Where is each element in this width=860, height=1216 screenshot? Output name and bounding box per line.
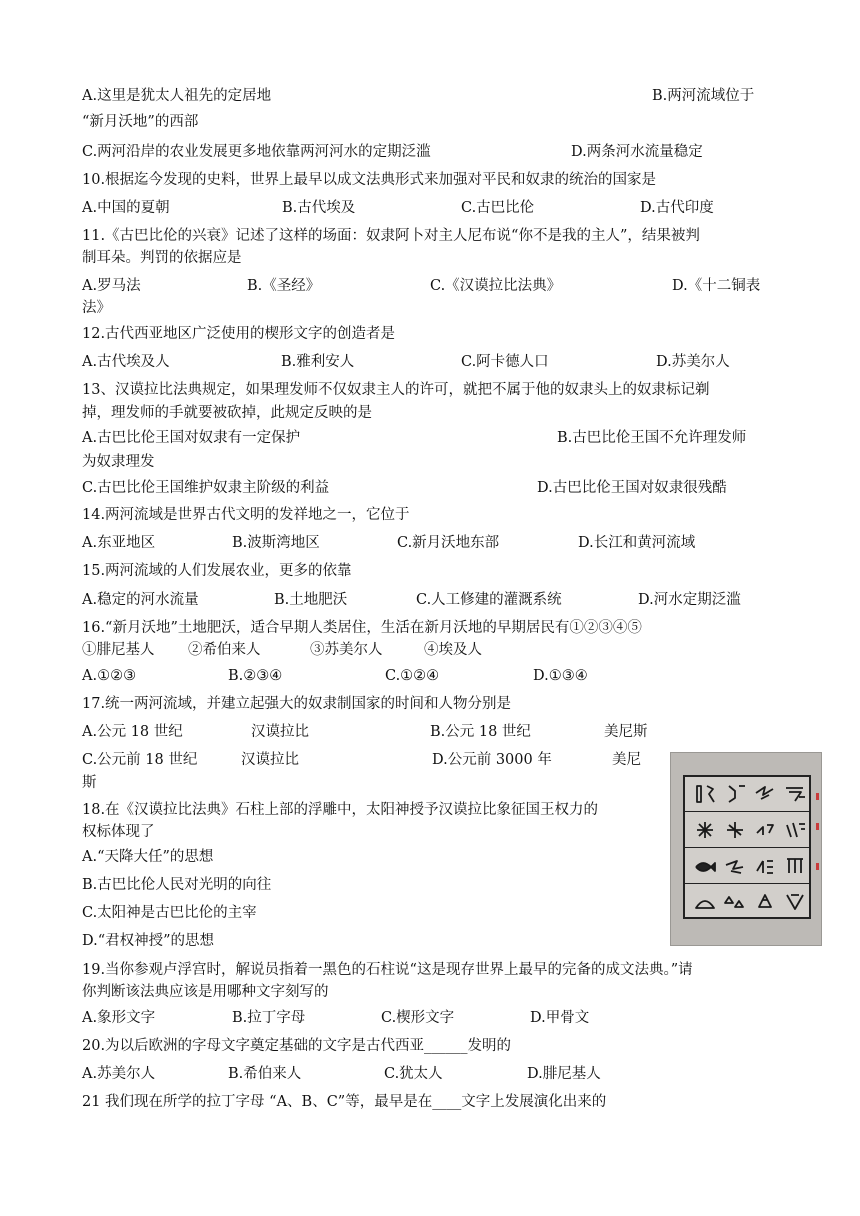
- cuneiform-glyph-icon: [691, 783, 719, 805]
- q16-option-b: B.②③④: [228, 668, 283, 684]
- option-a: A.这里是犹太人祖先的定居地: [82, 88, 272, 104]
- q13-option-b-continued: 为奴隶理发: [82, 454, 155, 470]
- cuneiform-glyph-icon: [781, 855, 809, 877]
- q19-option-a: A.象形文字: [82, 1010, 156, 1026]
- question-17: 17.统一两河流域，并建立起强大的奴隶制国家的时间和人物分别是: [82, 696, 512, 712]
- q18-option-c: C.太阳神是古巴比伦的主宰: [82, 905, 257, 921]
- red-mark-icon: [816, 793, 819, 800]
- q17-option-c-person: 汉谟拉比: [241, 752, 299, 768]
- q16-statement-1: ①腓尼基人: [82, 642, 155, 658]
- cuneiform-glyph-icon: [751, 819, 779, 841]
- question-13: 13、汉谟拉比法典规定，如果理发师不仅奴隶主人的许可，就把不属于他的奴隶头上的奴隶标记剃: [82, 382, 710, 398]
- q17-option-c-time: C.公元前 18 世纪: [82, 752, 198, 768]
- q12-option-c: C.阿卡德人口: [461, 354, 549, 370]
- q13-option-d: D.古巴比伦王国对奴隶很残酷: [537, 480, 727, 496]
- q19-option-b: B.拉丁字母: [232, 1010, 306, 1026]
- cuneiform-glyph-icon: [721, 891, 749, 913]
- question-11: 11.《古巴比伦的兴衰》记述了这样的场面：奴隶阿卜对主人尼布说“你不是我的主人”，结果被判: [82, 228, 700, 244]
- q15-option-b: B.土地肥沃: [274, 592, 348, 608]
- option-c: C.两河沿岸的农业发展更多地依靠两河河水的定期泛滥: [82, 144, 431, 160]
- table-row: [685, 777, 809, 812]
- red-mark-icon: [816, 863, 819, 870]
- question-12: 12.古代西亚地区广泛使用的楔形文字的创造者是: [82, 326, 396, 342]
- table-row: [685, 813, 809, 848]
- q17-option-a-person: 汉谟拉比: [251, 724, 309, 740]
- q19-option-d: D.甲骨文: [530, 1010, 590, 1026]
- q19-option-c: C.楔形文字: [381, 1010, 455, 1026]
- cuneiform-glyph-icon: [751, 891, 779, 913]
- q17-option-d-person-continued: 斯: [82, 775, 97, 791]
- q16-statement-3: ③苏美尔人: [310, 642, 383, 658]
- q17-option-b-person: 美尼斯: [604, 724, 648, 740]
- question-10: 10.根据迄今发现的史料，世界上最早以成文法典形式来加强对平民和奴隶的统治的国家是: [82, 172, 657, 188]
- q11-option-d: D.《十二铜表: [672, 278, 761, 294]
- q17-option-d-person: 美尼: [612, 752, 641, 768]
- question-19: 19.当你参观卢浮宫时，解说员指着一黑色的石柱说“这是现存世界上最早的完备的成文法典。”请: [82, 962, 693, 978]
- q18-option-a: A.“天降大任”的思想: [82, 849, 214, 865]
- q20-option-d: D.腓尼基人: [527, 1066, 601, 1082]
- question-16: 16.“新月沃地”土地肥沃，适合早期人类居住，生活在新月沃地的早期居民有①②③④⑤: [82, 620, 642, 636]
- cuneiform-evolution-photo: [670, 752, 822, 946]
- q14-option-a: A.东亚地区: [82, 535, 156, 551]
- q16-option-c: C.①②④: [385, 668, 440, 684]
- q10-option-d: D.古代印度: [640, 200, 714, 216]
- cuneiform-glyph-icon: [691, 891, 719, 913]
- cuneiform-glyph-icon: [781, 783, 809, 805]
- question-18-continued: 权标体现了: [82, 824, 155, 840]
- question-14: 14.两河流域是世界古代文明的发祥地之一，它位于: [82, 507, 410, 523]
- cuneiform-table: [683, 775, 811, 919]
- q18-option-b: B.古巴比伦人民对光明的向往: [82, 877, 272, 893]
- q12-option-a: A.古代埃及人: [82, 354, 170, 370]
- cuneiform-glyph-icon: [721, 855, 749, 877]
- q20-option-a: A.苏美尔人: [82, 1066, 156, 1082]
- q15-option-d: D.河水定期泛滥: [638, 592, 741, 608]
- red-mark-icon: [816, 823, 819, 830]
- q14-option-d: D.长江和黄河流域: [578, 535, 696, 551]
- option-b-continued: “新月沃地”的西部: [82, 114, 199, 130]
- table-row: [685, 849, 809, 884]
- q13-option-b: B.古巴比伦王国不允许理发师: [557, 430, 747, 446]
- cuneiform-glyph-icon: [781, 819, 809, 841]
- q20-option-c: C.犹太人: [384, 1066, 443, 1082]
- q15-option-a: A.稳定的河水流量: [82, 592, 199, 608]
- cuneiform-glyph-icon: [721, 819, 749, 841]
- q10-option-a: A.中国的夏朝: [82, 200, 170, 216]
- cuneiform-glyph-icon: [721, 783, 749, 805]
- question-18: 18.在《汉谟拉比法典》石柱上部的浮雕中，太阳神授予汉谟拉比象征国王权力的: [82, 802, 599, 818]
- question-13-continued: 掉，理发师的手就要被砍掉，此规定反映的是: [82, 405, 372, 421]
- q18-option-d: D.“君权神授”的思想: [82, 933, 215, 949]
- question-11-continued: 制耳朵。判罚的依据应是: [82, 250, 242, 266]
- q13-option-c: C.古巴比伦王国维护奴隶主阶级的利益: [82, 480, 330, 496]
- q16-statement-2: ②希伯来人: [188, 642, 261, 658]
- q17-option-b-time: B.公元 18 世纪: [430, 724, 531, 740]
- cuneiform-glyph-icon: [781, 891, 809, 913]
- q17-option-a-time: A.公元 18 世纪: [82, 724, 183, 740]
- q11-option-d-continued: 法》: [82, 300, 111, 316]
- cuneiform-glyph-icon: [691, 819, 719, 841]
- question-20: 20.为以后欧洲的字母文字奠定基础的文字是古代西亚______发明的: [82, 1038, 512, 1054]
- q16-statement-4: ④埃及人: [424, 642, 482, 658]
- table-row: [685, 885, 809, 919]
- q13-option-a: A.古巴比伦王国对奴隶有一定保护: [82, 430, 301, 446]
- question-19-continued: 你判断该法典应该是用哪种文字刻写的: [82, 984, 329, 1000]
- option-b: B.两河流域位于: [652, 88, 755, 104]
- q14-option-c: C.新月沃地东部: [397, 535, 500, 551]
- q16-option-a: A.①②③: [82, 668, 137, 684]
- q11-option-b: B.《圣经》: [247, 278, 321, 294]
- question-15: 15.两河流域的人们发展农业，更多的依靠: [82, 563, 352, 579]
- q15-option-c: C.人工修建的灌溉系统: [416, 592, 562, 608]
- cuneiform-glyph-icon: [691, 855, 719, 877]
- option-d: D.两条河水流量稳定: [571, 144, 703, 160]
- q10-option-c: C.古巴比伦: [461, 200, 535, 216]
- q10-option-b: B.古代埃及: [282, 200, 356, 216]
- question-21: 21 我们现在所学的拉丁字母 “A、B、C”等，最早是在____文字上发展演化出来的: [82, 1094, 607, 1110]
- q12-option-b: B.雅利安人: [281, 354, 355, 370]
- q20-option-b: B.希伯来人: [228, 1066, 302, 1082]
- q12-option-d: D.苏美尔人: [656, 354, 730, 370]
- q11-option-c: C.《汉谟拉比法典》: [430, 278, 562, 294]
- cuneiform-glyph-icon: [751, 783, 779, 805]
- q14-option-b: B.波斯湾地区: [232, 535, 320, 551]
- q16-option-d: D.①③④: [533, 668, 588, 684]
- q17-option-d-time: D.公元前 3000 年: [432, 752, 552, 768]
- cuneiform-glyph-icon: [751, 855, 779, 877]
- q11-option-a: A.罗马法: [82, 278, 141, 294]
